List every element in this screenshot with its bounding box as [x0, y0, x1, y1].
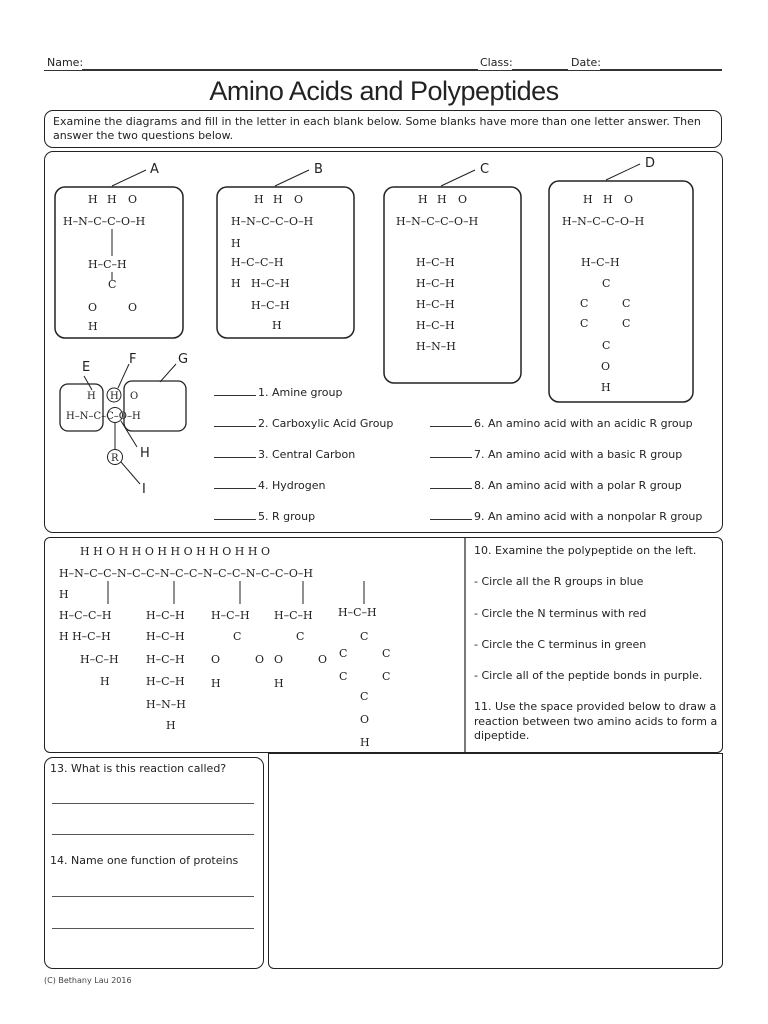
- q14-text: 14. Name one function of proteins: [50, 854, 239, 867]
- svg-text:H–C–C–H: H–C–C–H: [231, 256, 284, 269]
- svg-text:H: H: [603, 193, 613, 206]
- svg-text:H: H: [166, 719, 176, 732]
- svg-text:H–C–H: H–C–H: [146, 653, 185, 666]
- letter-g: G: [178, 352, 189, 367]
- svg-text:H–C–H: H–C–H: [146, 609, 185, 622]
- answer-blank[interactable]: [430, 426, 472, 427]
- svg-text:C: C: [360, 690, 369, 703]
- instruction-r-groups: - Circle all the R groups in blue: [474, 575, 644, 588]
- q7-label: 7. An amino acid with a basic R group: [474, 448, 683, 461]
- svg-text:H–N–C–C–O–H: H–N–C–C–O–H: [396, 215, 479, 228]
- svg-text:H–C–H: H–C–H: [416, 277, 455, 290]
- svg-text:O: O: [274, 653, 284, 666]
- molecule-b: [217, 187, 354, 338]
- svg-text:H–C–H: H–C–H: [581, 256, 620, 269]
- blank-q9[interactable]: [430, 510, 702, 523]
- instruction-n-terminus: - Circle the N terminus with red: [474, 607, 647, 620]
- letter-d: D: [645, 156, 656, 171]
- svg-text:C: C: [580, 317, 589, 330]
- answer-blank[interactable]: [214, 457, 256, 458]
- letter-i: I: [142, 482, 146, 497]
- molecule-c: [384, 187, 521, 383]
- svg-text:H–C–H: H–C–H: [211, 609, 250, 622]
- answer-blank[interactable]: [430, 519, 472, 520]
- svg-text:C: C: [602, 339, 611, 352]
- answer-blank[interactable]: [214, 488, 256, 489]
- svg-text:H–N–H: H–N–H: [416, 340, 456, 353]
- svg-text:O: O: [318, 653, 328, 666]
- answer-blank[interactable]: [430, 457, 472, 458]
- svg-text:H–C–H: H–C–H: [251, 299, 290, 312]
- svg-text:H: H: [87, 391, 96, 402]
- svg-text:C: C: [622, 317, 631, 330]
- blank-q5[interactable]: [214, 510, 315, 523]
- svg-text:H: H: [110, 391, 119, 402]
- svg-text:H–C–H: H–C–H: [80, 653, 119, 666]
- svg-text:H: H: [601, 381, 611, 394]
- svg-text:C: C: [233, 630, 242, 643]
- svg-text:H: H: [231, 237, 241, 250]
- svg-text:C: C: [108, 278, 117, 291]
- svg-text:C: C: [580, 297, 589, 310]
- svg-text:C: C: [296, 630, 305, 643]
- q13-text: 13. What is this reaction called?: [50, 762, 227, 775]
- q13-answer-line-1[interactable]: [52, 803, 254, 804]
- q9-label: 9. An amino acid with a nonpolar R group: [474, 510, 703, 523]
- svg-text:H: H: [231, 277, 241, 290]
- svg-text:C: C: [360, 630, 369, 643]
- svg-text:H: H: [88, 193, 98, 206]
- blank-q1[interactable]: [214, 386, 342, 399]
- letter-f: F: [129, 352, 137, 367]
- svg-text:H H O H H O H H O H: H H O H H O H H O H H O H H O: [80, 545, 270, 558]
- svg-text:H: H: [254, 193, 264, 206]
- letter-a: A: [150, 162, 159, 177]
- class-label: Class:: [480, 56, 513, 69]
- q6-label: 6. An amino acid with an acidic R group: [474, 417, 693, 430]
- svg-text:C: C: [339, 670, 348, 683]
- svg-text:O: O: [88, 301, 98, 314]
- svg-text:O: O: [255, 653, 265, 666]
- svg-text:H–C–H: H–C–H: [274, 609, 313, 622]
- svg-text:O: O: [294, 193, 304, 206]
- blank-q7[interactable]: [430, 448, 682, 461]
- svg-text:H–C–H: H–C–H: [88, 258, 127, 271]
- amine-group-box: [60, 384, 103, 431]
- q11-text: 11. Use the space provided below to draw a reaction between two amino acids to form a dipeptide.: [474, 700, 718, 742]
- svg-text:H: H: [272, 319, 282, 332]
- generic-amino-acid: [60, 352, 188, 497]
- date-label: Date:: [571, 56, 601, 69]
- answer-blank[interactable]: [214, 519, 256, 520]
- svg-text:H–C–H: H–C–H: [146, 675, 185, 688]
- svg-text:O: O: [624, 193, 634, 206]
- svg-text:H–C–H: H–C–H: [146, 630, 185, 643]
- svg-text:H: H: [100, 675, 110, 688]
- blank-q2[interactable]: [214, 417, 393, 430]
- carboxyl-group-box: [124, 381, 186, 431]
- answer-blank[interactable]: [430, 488, 472, 489]
- label-a: [112, 162, 159, 186]
- svg-text:H–C–H: H–C–H: [416, 319, 455, 332]
- svg-text:H: H: [360, 736, 370, 749]
- letter-c: C: [480, 162, 490, 177]
- svg-text:O: O: [360, 713, 370, 726]
- svg-text:H–N–H: H–N–H: [146, 698, 186, 711]
- svg-text:H–C–H: H–C–H: [416, 298, 455, 311]
- svg-text:H–N–C–C–O–H: H–N–C–C–O–H: [63, 215, 146, 228]
- q14-answer-line-1[interactable]: [52, 896, 254, 897]
- q10-text: 10. Examine the polypeptide on the left.: [474, 544, 697, 557]
- blank-q4[interactable]: [214, 479, 326, 492]
- svg-text:H: H: [437, 193, 447, 206]
- name-label: Name:: [47, 56, 84, 69]
- answer-blank[interactable]: [214, 426, 256, 427]
- svg-text:O: O: [458, 193, 468, 206]
- blank-q6[interactable]: [430, 417, 693, 430]
- svg-text:H–N–C–C–O–H: H–N–C–C–O–H: [231, 215, 314, 228]
- molecule-a: [55, 187, 183, 338]
- answer-blank[interactable]: [214, 395, 256, 396]
- q5-label: 5. R group: [258, 510, 316, 523]
- q2-label: 2. Carboxylic Acid Group: [258, 417, 394, 430]
- instruction-c-terminus: - Circle the C terminus in green: [474, 638, 647, 651]
- q14-answer-line-2[interactable]: [52, 928, 254, 929]
- svg-text:O: O: [130, 391, 139, 402]
- svg-text:H: H: [273, 193, 283, 206]
- svg-text:H: H: [59, 588, 69, 601]
- svg-text:H–C–H: H–C–H: [251, 277, 290, 290]
- svg-text:O: O: [128, 193, 138, 206]
- svg-text:H–N–C–C–O–H: H–N–C–C–O–H: [66, 411, 141, 422]
- svg-text:H: H: [88, 320, 98, 333]
- page-title: Amino Acids and Polypeptides: [209, 76, 559, 106]
- blank-q8[interactable]: [430, 479, 682, 492]
- svg-text:O: O: [128, 301, 138, 314]
- svg-text:H: H: [274, 677, 284, 690]
- svg-text:O: O: [211, 653, 221, 666]
- svg-text:H: H: [107, 193, 117, 206]
- svg-text:H: H: [211, 677, 221, 690]
- svg-text:O: O: [601, 360, 611, 373]
- svg-text:H–C–H: H–C–H: [416, 256, 455, 269]
- svg-text:C: C: [382, 647, 391, 660]
- q4-label: 4. Hydrogen: [258, 479, 326, 492]
- molecule-d: [549, 181, 693, 402]
- q1-label: 1. Amine group: [258, 386, 343, 399]
- label-d: [606, 156, 655, 180]
- label-b: [275, 162, 323, 186]
- svg-text:H–N–C–C–N–C–C–N–C–C–N–C–C–N–C–: H–N–C–C–N–C–C–N–C–C–N–C–C–N–C–C–O–H: [59, 567, 313, 580]
- svg-text:R: R: [111, 453, 119, 464]
- svg-text:C: C: [339, 647, 348, 660]
- svg-text:H–N–C–C–O–H: H–N–C–C–O–H: [562, 215, 645, 228]
- instructions-text: Examine the diagrams and fill in the letter in each blank below. Some blanks have more than one letter answer. Then answer the two questions below.: [53, 115, 701, 142]
- letter-b: B: [314, 162, 323, 177]
- polypeptide-chain: [59, 545, 390, 749]
- blank-q3[interactable]: [214, 448, 355, 461]
- svg-text:H–C–H: H–C–H: [338, 606, 377, 619]
- instruction-peptide-bonds: - Circle all of the peptide bonds in purple.: [474, 669, 703, 682]
- q8-label: 8. An amino acid with a polar R group: [474, 479, 682, 492]
- q3-label: 3. Central Carbon: [258, 448, 356, 461]
- q13-answer-line-2[interactable]: [52, 834, 254, 835]
- copyright-footer: (C) Bethany Lau 2016: [44, 976, 132, 985]
- svg-text:C: C: [382, 670, 391, 683]
- svg-text:C: C: [622, 297, 631, 310]
- letter-h: H: [140, 446, 150, 461]
- svg-text:H–C–C–H: H–C–C–H: [59, 609, 112, 622]
- svg-text:H: H: [583, 193, 593, 206]
- svg-text:C: C: [602, 277, 611, 290]
- label-c: [441, 162, 489, 186]
- letter-e: E: [82, 360, 91, 375]
- svg-text:H H–C–H: H H–C–H: [59, 630, 111, 643]
- svg-text:H: H: [418, 193, 428, 206]
